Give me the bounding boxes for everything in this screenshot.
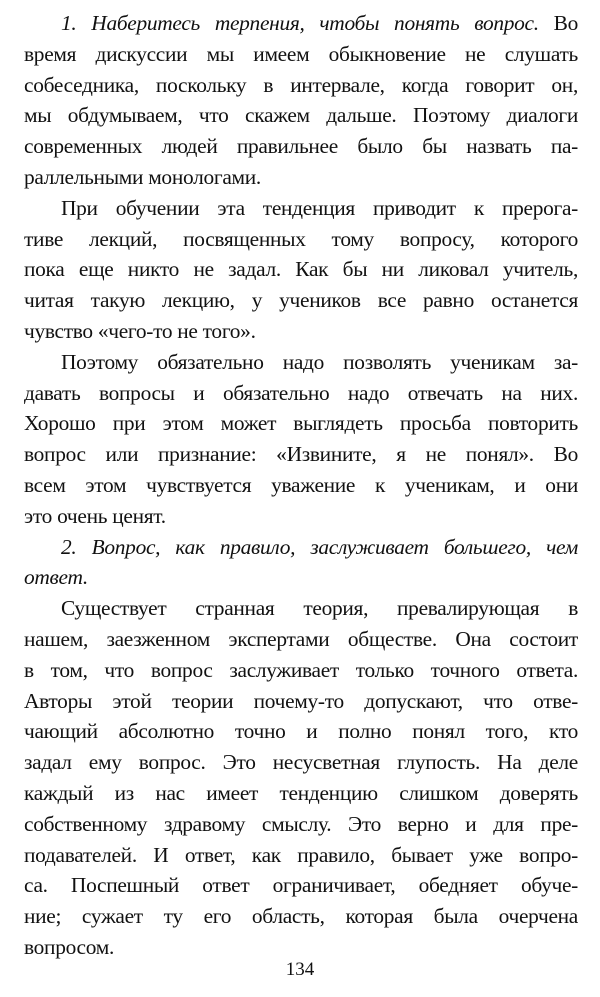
paragraph-2 — [24, 193, 578, 347]
text-line: Хорошо при этом может выглядеть просьба повторить — [24, 411, 578, 436]
text-line: Поэтому обязательно надо позволять ученикам за- — [61, 349, 578, 374]
text-line: тиве лекций, посвященных тому вопросу, которого — [24, 226, 578, 251]
book-page-text — [24, 8, 578, 963]
section-lead-1: 1. Наберитесь терпения, чтобы понять вопрос. — [61, 11, 539, 35]
text-line: всем этом чувствуется уважение к ученикам, и они — [24, 472, 578, 497]
heading-line: ответ. — [24, 565, 88, 590]
text-line: ние; сужает ту его область, которая была очерчена — [24, 904, 578, 929]
text-line: подавателей. И ответ, как правило, бывает уже вопро- — [24, 842, 578, 867]
text-line: каждый из нас имеет тенденцию слишком доверять — [24, 780, 578, 805]
text-line: чувство «чего-то не того». — [24, 318, 256, 343]
text-line: Существует странная теория, превалирующая в — [61, 596, 578, 621]
text-line: собственному здравому смыслу. Это верно и для пре- — [24, 811, 578, 836]
text-line: современных людей правильнее было бы назвать па- — [24, 134, 578, 159]
text-line: вопросом. — [24, 934, 114, 959]
text-line: 1. Наберитесь терпения, чтобы понять вопрос. Во — [61, 11, 578, 35]
page-number: 134 — [285, 959, 315, 980]
text-line: время дискуссии мы имеем обыкновение не слушать — [24, 41, 578, 66]
text-line: При обучении эта тенденция приводит к прерога- — [61, 195, 578, 220]
text-line: давать вопросы и обязательно надо отвечать на них. — [24, 380, 578, 405]
text-line: раллельными монологами. — [24, 164, 261, 189]
text-line: чающий абсолютно точно и полно понял того, кто — [24, 719, 578, 744]
section-heading-2 — [24, 532, 578, 594]
text-line: в том, что вопрос заслуживает только точного ответа. — [24, 657, 578, 682]
text-line: пока еще никто не задал. Как бы ни ликовал учитель, — [24, 257, 578, 282]
text-line: Авторы этой теории почему-то допускают, что отве- — [24, 688, 578, 713]
text-line: задал ему вопрос. Это несусветная глупость. На деле — [24, 750, 578, 775]
text-line: вопрос или признание: «Извините, я не понял». Во — [24, 442, 578, 467]
text-line: читая такую лекцию, у учеников все равно останется — [24, 288, 578, 313]
text-line: собеседника, поскольку в интервале, когда говорит он, — [24, 72, 578, 97]
paragraph-1 — [24, 8, 578, 193]
paragraph-4 — [24, 593, 578, 963]
paragraph-3 — [24, 347, 578, 532]
text-line: это очень ценят. — [24, 503, 166, 528]
text-line: са. Поспешный ответ ограничивает, обедняет обуче- — [24, 873, 578, 898]
text-line: мы обдумываем, что скажем дальше. Поэтому диалоги — [24, 103, 578, 128]
text-line: нашем, заезженном экспертами обществе. Она состоит — [24, 626, 578, 651]
heading-line: 2. Вопрос, как правило, заслуживает большего, чем — [61, 534, 578, 559]
